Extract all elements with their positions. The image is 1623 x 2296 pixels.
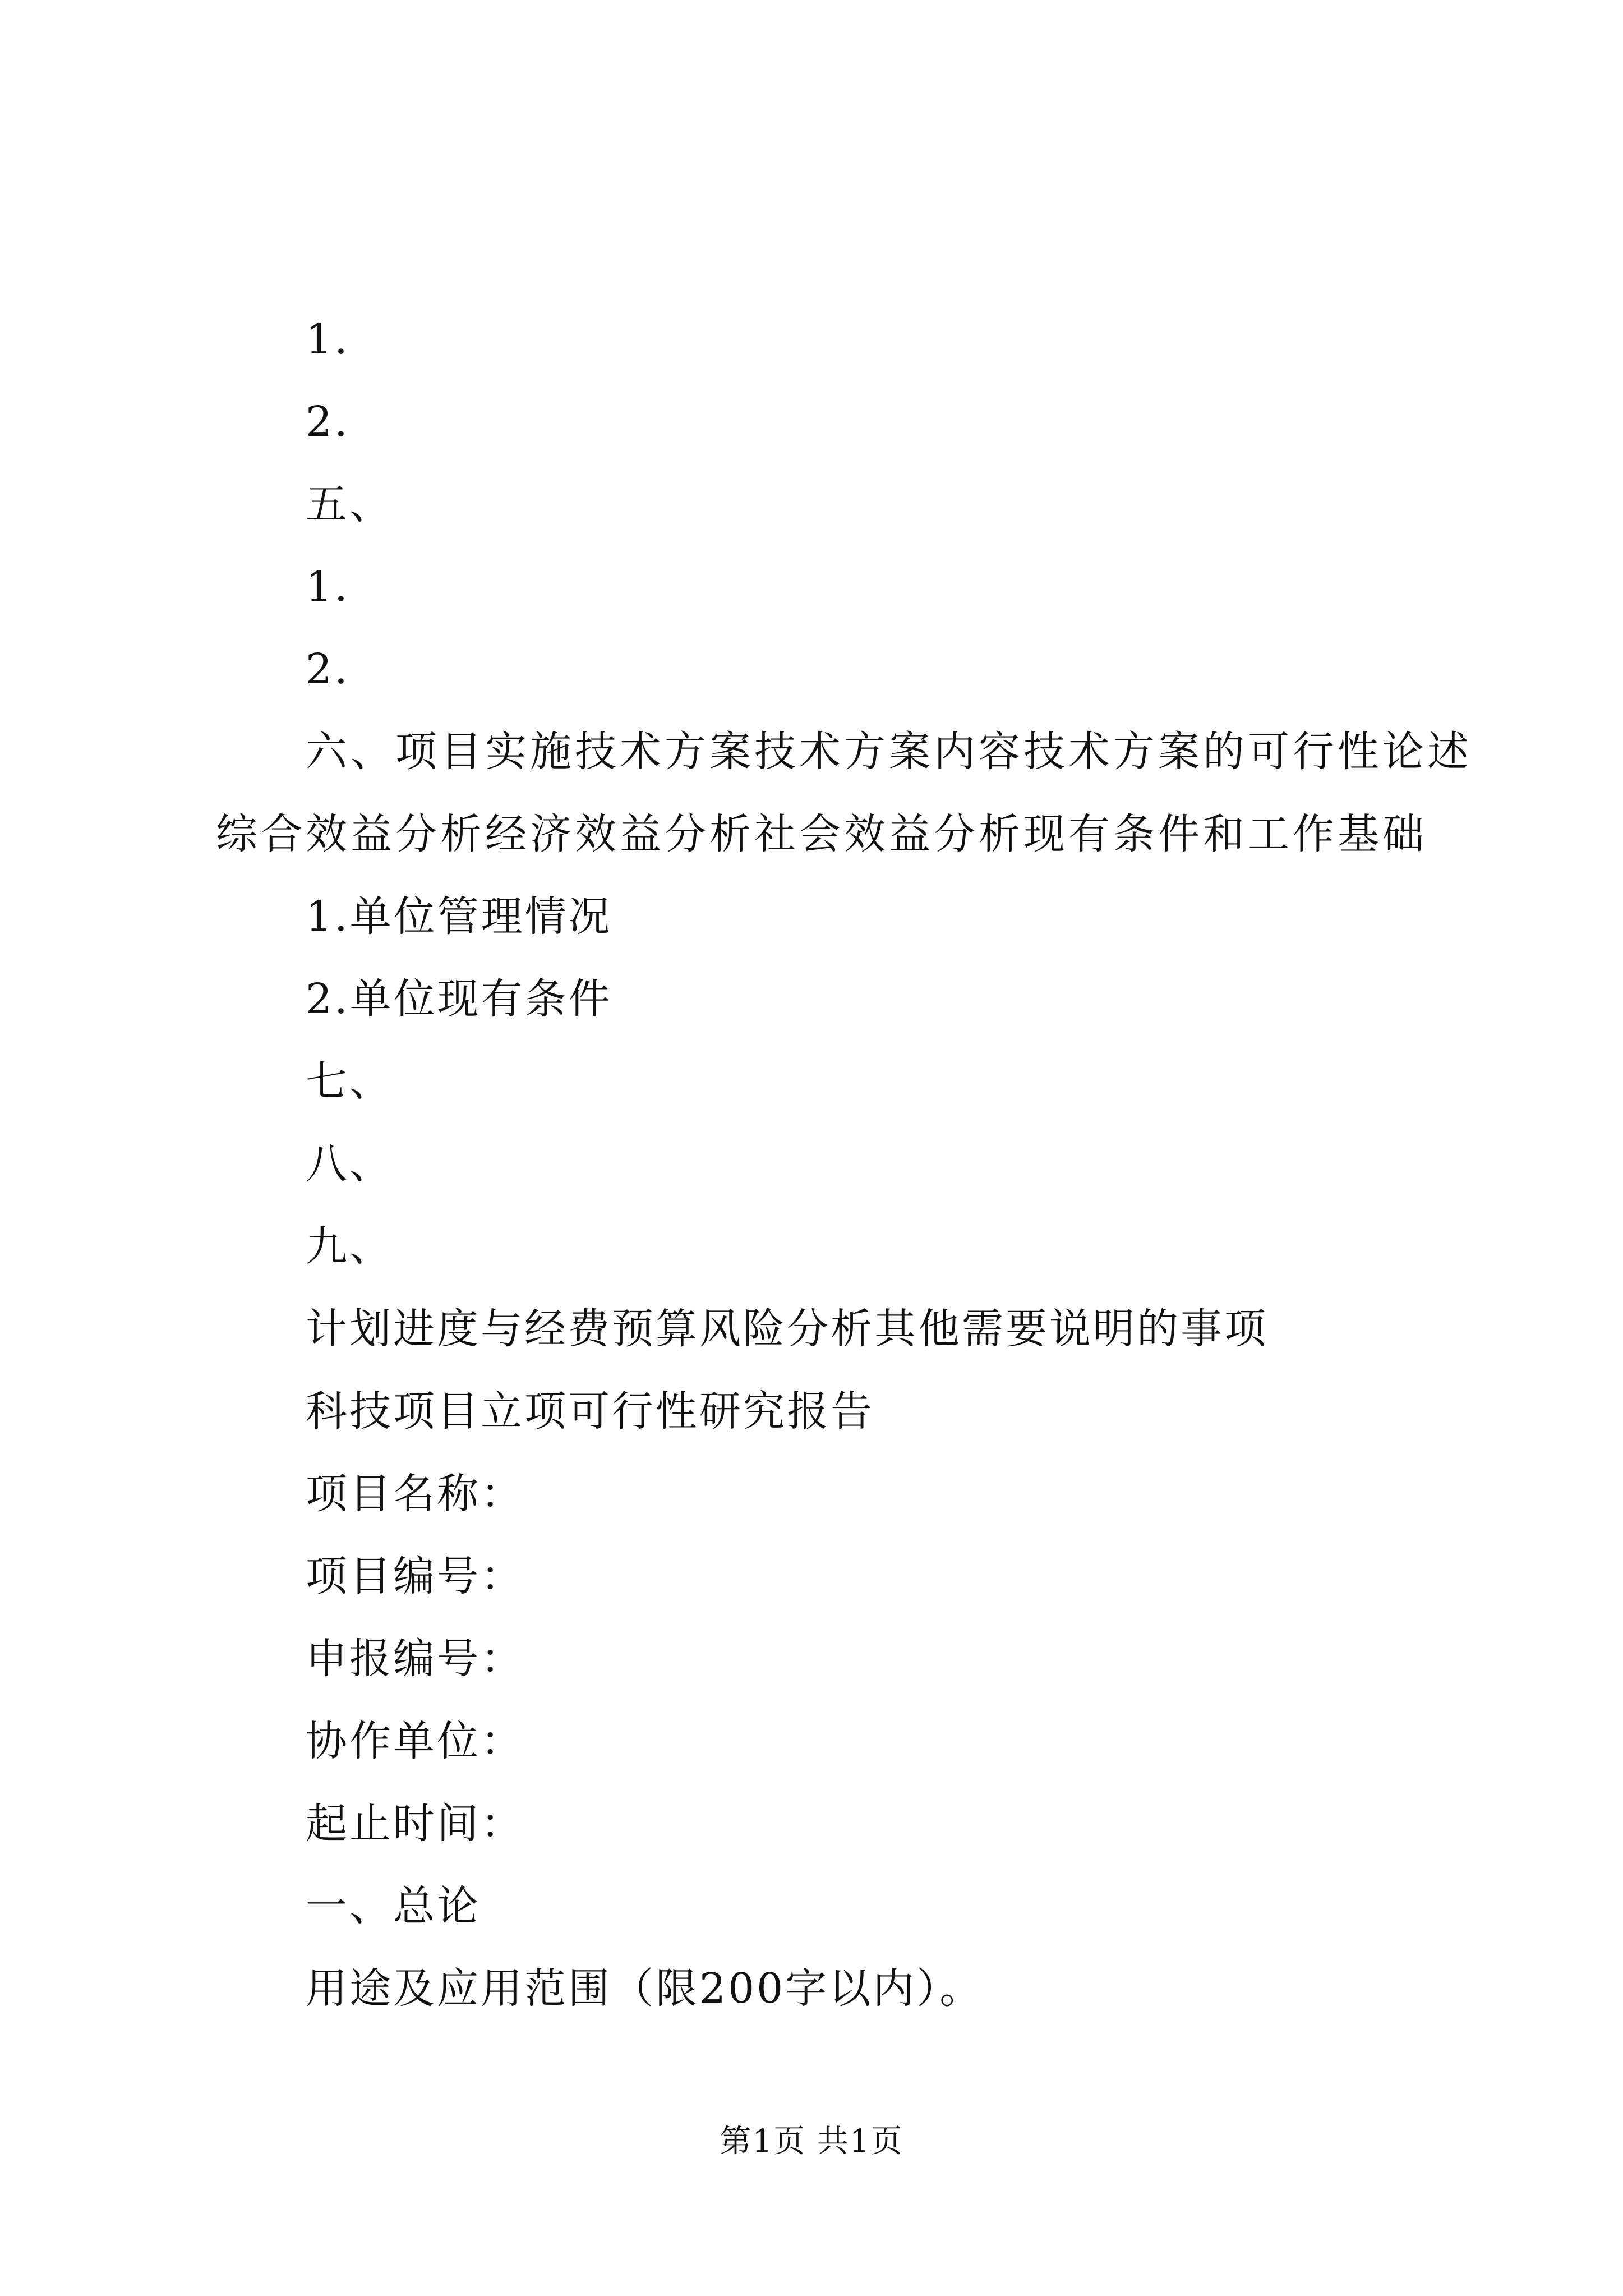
page-footer: 第1页 共1页 (720, 2123, 903, 2160)
section-heading-6-continuation: 综合效益分析经济效益分析社会效益分析现有条件和工作基础 (216, 810, 1427, 858)
period-field: 起止时间： (306, 1800, 524, 1848)
report-title: 科技项目立项可行性研究报告 (306, 1387, 874, 1435)
project-number-field: 项目编号： (306, 1552, 524, 1600)
list-number-1: 1. (306, 563, 350, 611)
project-name-field: 项目名称： (306, 1470, 524, 1518)
section-heading-6: 六、项目实施技术方案技术方案内容技术方案的可行性论述 (306, 728, 1472, 776)
section-heading-9: 九、 (306, 1222, 393, 1271)
usage-scope-line: 用途及应用范围（限200字以内）。 (306, 1964, 984, 2013)
list-number-2: 2. (306, 645, 350, 693)
list-number-1: 1. (306, 315, 350, 364)
section-heading-5: 五、 (306, 480, 393, 528)
section-heading-1: 一、总论 (306, 1882, 481, 1930)
document-body (0, 306, 1623, 2037)
cooperating-unit-field: 协作单位： (306, 1717, 524, 1765)
list-number-2: 2. (306, 398, 350, 446)
section-heading-7: 七、 (306, 1057, 393, 1106)
schedule-budget-line: 计划进度与经费预算风险分析其他需要说明的事项 (306, 1305, 1268, 1353)
section-heading-8: 八、 (306, 1140, 393, 1188)
application-number-field: 申报编号： (306, 1635, 524, 1683)
unit-conditions-item: 2.单位现有条件 (306, 975, 612, 1023)
unit-management-item: 1.单位管理情况 (306, 892, 612, 941)
